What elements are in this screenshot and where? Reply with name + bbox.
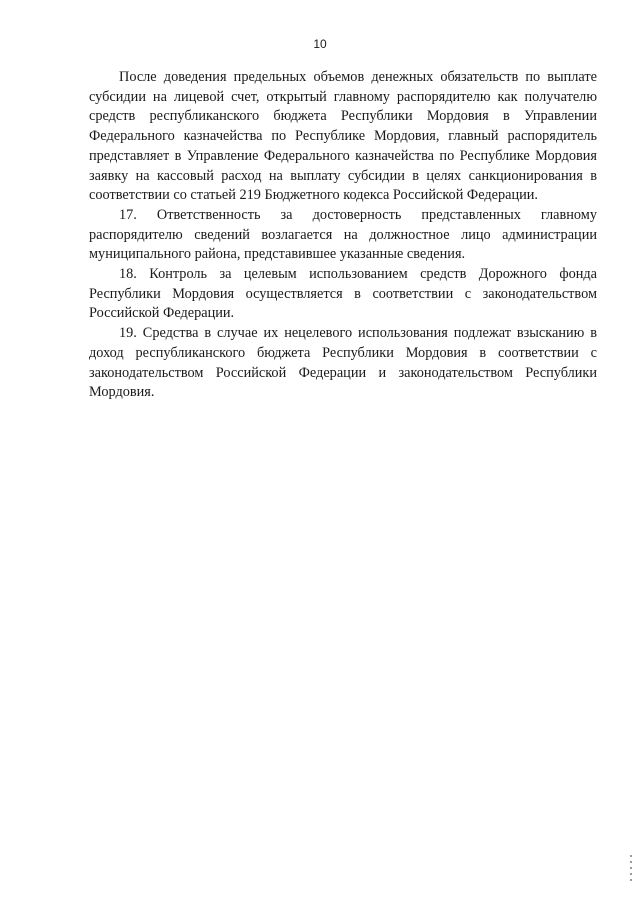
document-body	[89, 68, 597, 403]
paragraph-18-control: 18. Контроль за целевым использованием средств Дорожного фонда Республики Мордовия осуществляется в соответствии с законодательством Российской Федерации.	[89, 266, 597, 322]
scan-edge-mark	[630, 855, 632, 885]
page-number: 10	[313, 37, 327, 51]
paragraph-19-recovery: 19. Средства в случае их нецелевого использования подлежат взысканию в доход республиканского бюджета Республики Мордовия в соответствии с законодательством Российской Федерации и законодательством Республики Мордовия.	[89, 325, 597, 401]
paragraph-17-responsibility: 17. Ответственность за достоверность представленных главному распорядителю сведений возлагается на должностное лицо администрации муниципального района, представившее указанные сведения.	[89, 206, 597, 263]
paragraph-treasury-request: После доведения предельных объемов денежных обязательств по выплате субсидии на лицевой счет, открытый главному распорядителю как получателю средств республиканского бюджета Республики Мордовия в Управлении Федерального казначейства по Республике Мордовия, главный распорядитель представляет в Управление Федерального казначейства по Республике Мордовия заявку на кассовый расход на выплату субсидии в целях санкционирования в соответствии со статьей 219 Бюджетного кодекса Российской Федерации.	[89, 69, 597, 204]
